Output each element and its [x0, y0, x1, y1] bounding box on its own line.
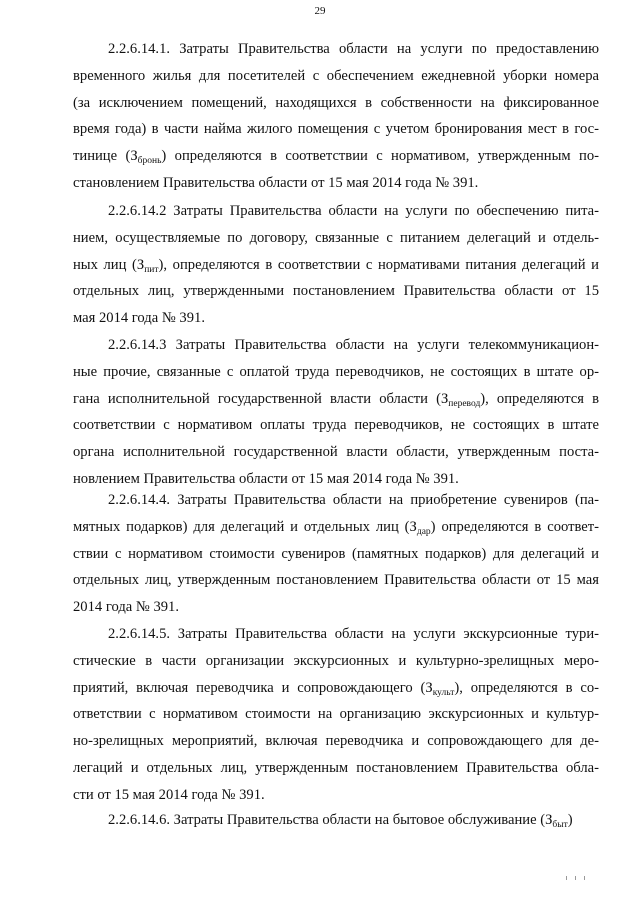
paragraph-2-2-6-14-3 — [73, 332, 599, 493]
cost-subscript: дар — [416, 526, 431, 537]
text-line: становлением Правительства области от 15 мая 2014 года № 391. — [73, 174, 479, 191]
text-segment: приятий, включая переводчика и сопровождающего (З — [73, 679, 433, 696]
text-line: 2.2.6.14.3 Затраты Правительства области на услуги телекоммуникацион- — [108, 337, 599, 353]
text-segment: гана исполнительной государственной власти области (З — [73, 390, 449, 407]
text-segment: ных лиц (З — [73, 256, 145, 273]
paragraph-2-2-6-14-4 — [73, 487, 599, 621]
text-line: 2014 года № 391. — [73, 599, 179, 616]
paragraph-2-2-6-14-1 — [73, 36, 599, 197]
text-line: ные прочие, связанные с оплатой труда переводчиков, не состоящих в штате ор- — [73, 363, 599, 380]
text-line: 2.2.6.14.2 Затраты Правительства области на услуги по обеспечению пита- — [108, 203, 599, 219]
text-line — [73, 514, 599, 541]
cost-subscript: быт — [552, 820, 568, 830]
paragraph-2-2-6-14-6 — [73, 807, 599, 834]
text-segment: тинице (З — [73, 148, 138, 165]
text-segment: ), определяются в со- — [454, 679, 599, 696]
page-number: 29 — [314, 5, 326, 17]
text-line — [73, 675, 599, 702]
text-segment: ) — [567, 812, 573, 828]
text-segment: ) определяются в соответствии с нормативом, утвержденным по- — [161, 148, 599, 165]
text-segment: мятных подарков) для делегаций и отдельных лиц (З — [73, 518, 417, 535]
text-segment: 2.2.6.14.6. Затраты Правительства области на бытовое обслуживание (З — [108, 812, 553, 828]
text-line: мая 2014 года № 391. — [73, 310, 205, 327]
text-line: 2.2.6.14.1. Затраты Правительства области на услуги по предоставлению — [108, 41, 599, 57]
text-line: время года) в части найма жилого помещения с учетом бронирования мест в гос- — [73, 121, 599, 138]
text-line: стические в части организации экскурсионных и культурно-зрелищных меро- — [73, 652, 599, 669]
text-line — [73, 252, 599, 279]
text-line — [73, 386, 599, 413]
cost-subscript: перевод — [448, 398, 481, 409]
text-segment: ) определяются в соответ- — [430, 518, 599, 535]
text-line: органа исполнительной государственной власти области, утвержденным поста- — [73, 444, 599, 461]
text-line: отдельных лиц, утвержденным постановлением Правительства области от 15 мая — [73, 572, 599, 589]
text-line: временного жилья для посетителей с обеспечением ежедневной уборки номера — [73, 67, 599, 84]
text-line: ствии с нормативом стоимости сувениров (памятных подарков) для делегаций и — [73, 545, 599, 562]
text-line: (за исключением помещений, находящихся в собственности на фиксированное — [73, 94, 599, 111]
text-line: ответствии с нормативом стоимости на организацию экскурсионных и культур- — [73, 706, 599, 723]
text-segment: ), определяются в — [480, 390, 599, 407]
text-line: легаций и отдельных лиц, утвержденным постановлением Правительства обла- — [73, 759, 599, 776]
text-line: сти от 15 мая 2014 года № 391. — [73, 786, 265, 803]
text-line — [73, 807, 599, 834]
text-segment: ), определяются в соответствии с нормативами питания делегаций и — [158, 256, 599, 273]
scan-marks — [566, 876, 586, 880]
paragraph-2-2-6-14-2 — [73, 198, 599, 332]
text-line: 2.2.6.14.4. Затраты Правительства области на приобретение сувениров (па- — [108, 492, 599, 508]
text-line — [73, 143, 599, 170]
text-line: отдельных лиц, утвержденными постановлением Правительства области от 15 — [73, 283, 599, 300]
paragraph-2-2-6-14-5 — [73, 621, 599, 809]
text-line: нием, осуществляемые по договору, связанные с питанием делегаций и отдель- — [73, 229, 599, 246]
text-line: соответствии с нормативом оплаты труда переводчиков, не состоящих в штате — [73, 417, 599, 434]
text-line: 2.2.6.14.5. Затраты Правительства области на услуги экскурсионные тури- — [108, 626, 599, 642]
text-line: новлением Правительства области от 15 мая 2014 года № 391. — [73, 470, 459, 487]
text-line: но-зрелищных мероприятий, включая переводчика и сопровождающего для де- — [73, 733, 599, 750]
cost-subscript: бронь — [137, 156, 162, 167]
cost-subscript: культ — [432, 687, 455, 698]
cost-subscript: пит — [144, 264, 159, 275]
